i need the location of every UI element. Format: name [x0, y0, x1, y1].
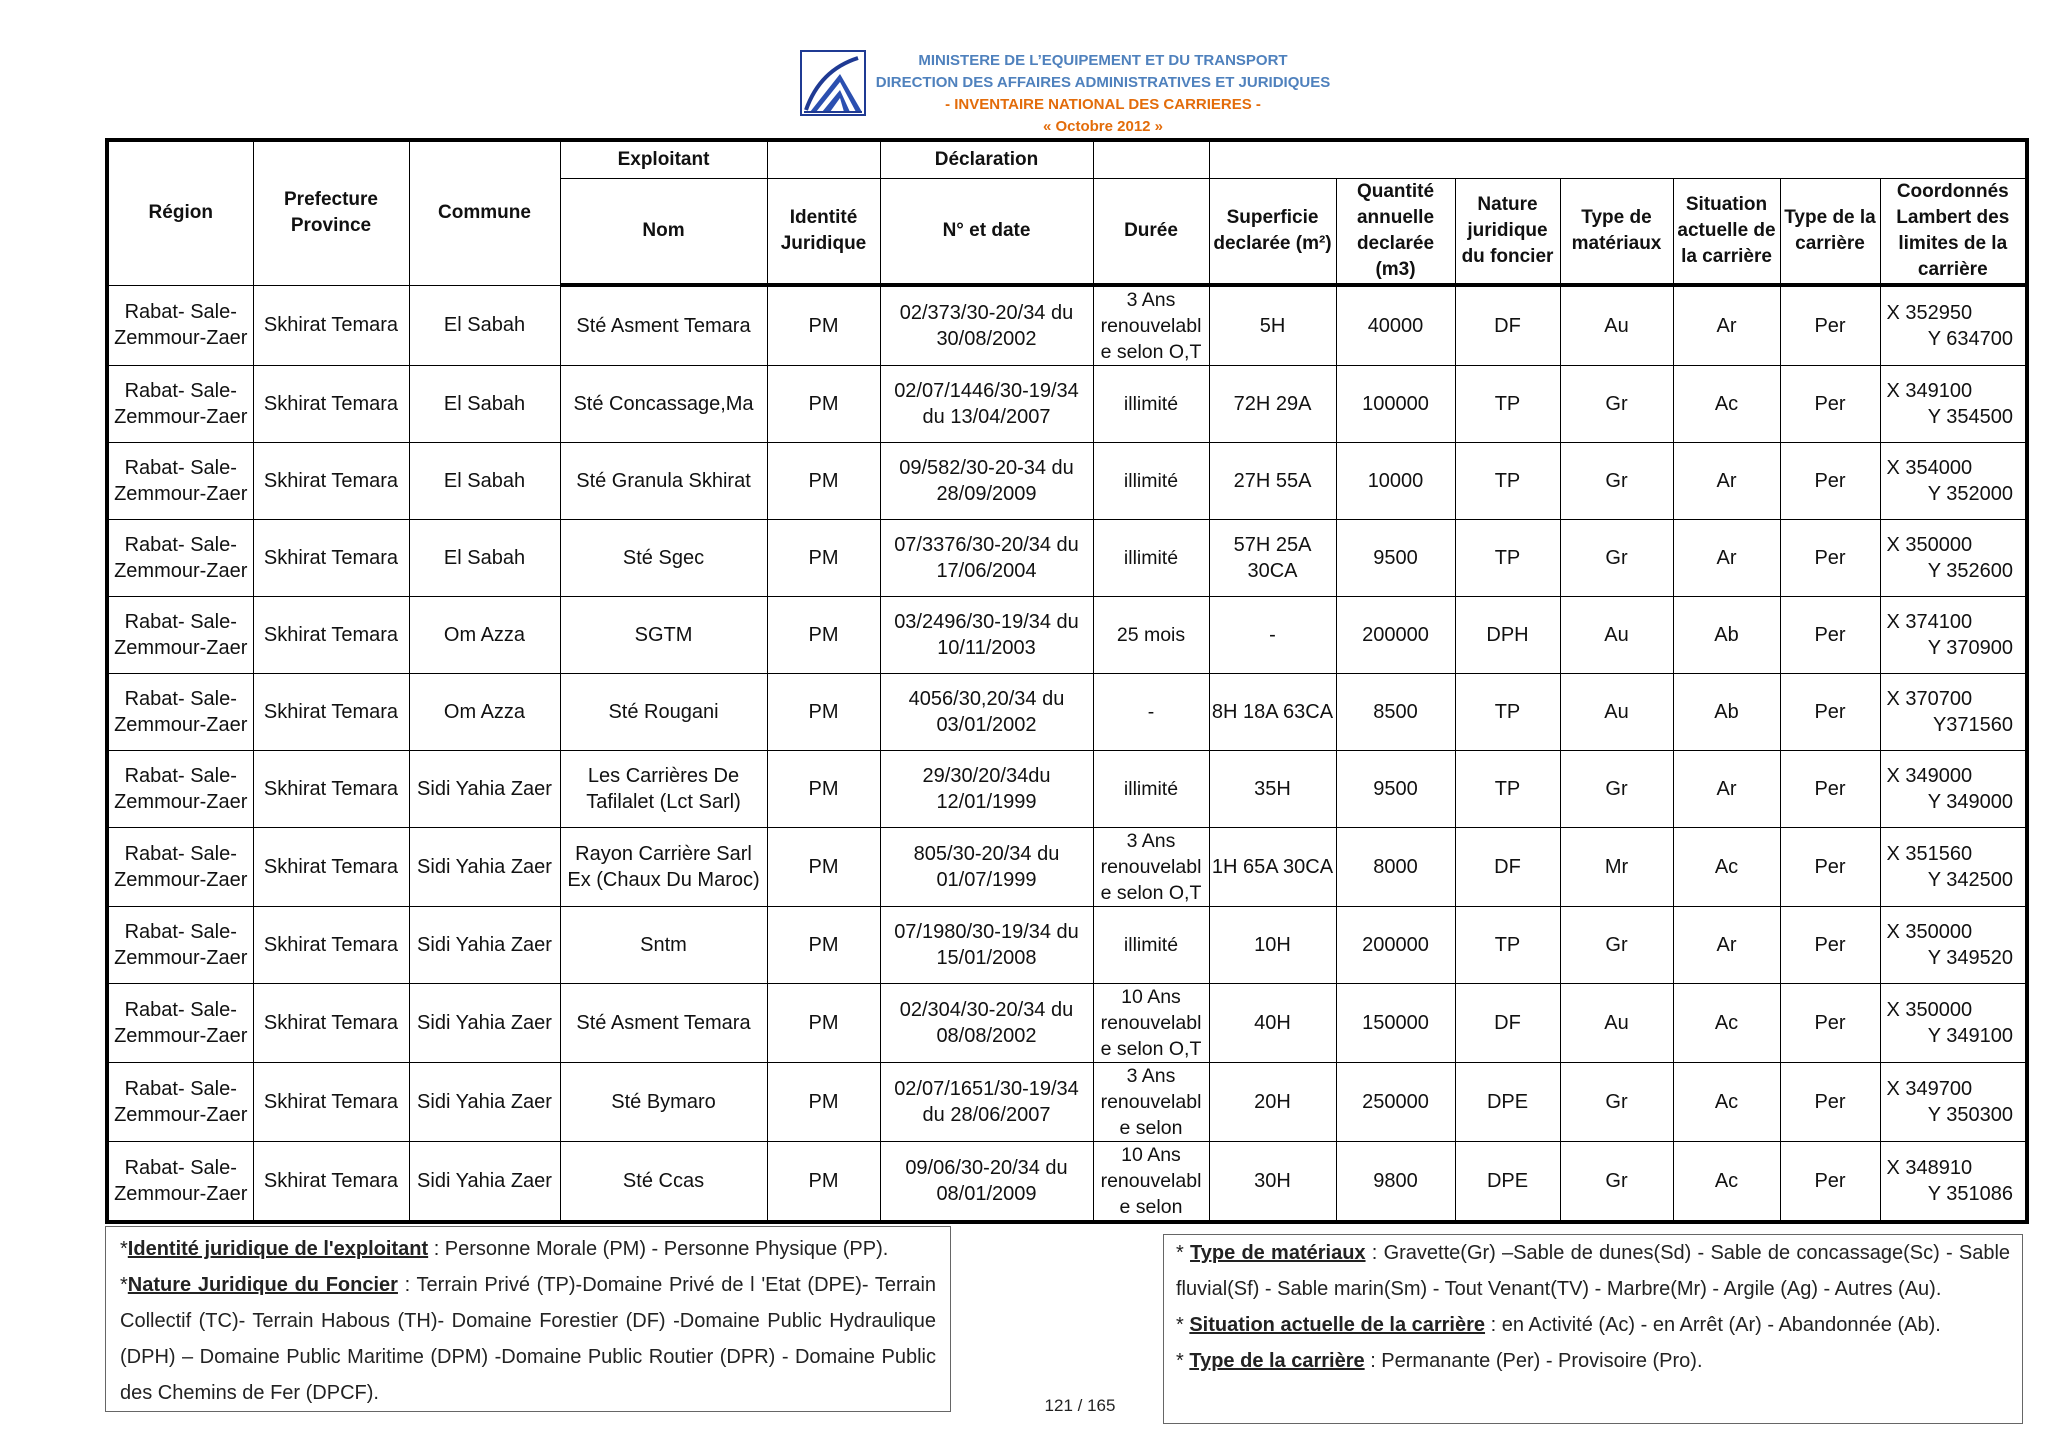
quantity-cell: 40000	[1336, 285, 1455, 366]
material-type-cell: Gr	[1560, 366, 1673, 443]
coordinates-cell	[1880, 520, 2027, 597]
situation-cell: Ar	[1673, 907, 1780, 984]
coordinate-y: Y 354500	[1927, 406, 2014, 428]
land-nature-cell: TP	[1455, 366, 1560, 443]
coordinate-y: Y 342500	[1927, 869, 2014, 891]
legend-title: Type de la carrière	[1189, 1350, 1365, 1372]
identity-cell: PM	[767, 285, 880, 366]
situation-cell: Ar	[1673, 520, 1780, 597]
column-header: Durée	[1093, 179, 1209, 286]
header-ministry: MINISTERE DE L’EQUIPEMENT ET DU TRANSPORT	[918, 52, 1288, 69]
name-cell: Sté Rougani	[560, 674, 767, 751]
coordinates-cell	[1880, 984, 2027, 1063]
column-header: Type de la carrière	[1780, 179, 1880, 286]
area-cell: 40H	[1209, 984, 1336, 1063]
coordinate-y: Y371560	[1932, 714, 2014, 736]
table-row	[107, 597, 2027, 674]
table-row	[107, 984, 2027, 1063]
coordinate-x: X 350000	[1886, 999, 1973, 1021]
declaration-number-cell: 02/07/1651/30-19/34 du 28/06/2007	[880, 1063, 1093, 1142]
identity-cell: PM	[767, 984, 880, 1063]
duration-cell: 3 Ans renouvelabl e selon O,T	[1093, 828, 1209, 907]
identity-cell: PM	[767, 597, 880, 674]
commune-cell: Sidi Yahia Zaer	[409, 984, 560, 1063]
region-cell: Rabat- Sale- Zemmour-Zaer	[107, 751, 253, 828]
table-row	[107, 1142, 2027, 1223]
material-type-cell: Au	[1560, 984, 1673, 1063]
table-row	[107, 520, 2027, 597]
identity-cell: PM	[767, 443, 880, 520]
coordinate-y: Y 352600	[1927, 560, 2014, 582]
table-row	[107, 1063, 2027, 1142]
legend-title: Identité juridique de l'exploitant	[127, 1238, 429, 1260]
quarry-type-cell: Per	[1780, 1063, 1880, 1142]
area-cell: 1H 65A 30CA	[1209, 828, 1336, 907]
coordinate-x: X 374100	[1886, 611, 1973, 633]
group-header-declaration: Déclaration	[880, 140, 1093, 179]
legend-text: : Permanante (Per) - Provisoire (Pro).	[1364, 1350, 1703, 1372]
situation-cell: Ac	[1673, 366, 1780, 443]
coordinate-x: X 351560	[1886, 843, 1973, 865]
area-cell: -	[1209, 597, 1336, 674]
table-row	[107, 828, 2027, 907]
column-header: Prefecture Province	[253, 140, 409, 285]
situation-cell: Ar	[1673, 751, 1780, 828]
legend-materiaux	[1176, 1235, 2010, 1307]
duration-cell: 10 Ans renouvelabl e selon O,T	[1093, 984, 1209, 1063]
legend-situation	[1176, 1307, 2010, 1343]
declaration-number-cell: 07/3376/30-20/34 du 17/06/2004	[880, 520, 1093, 597]
material-type-cell: Gr	[1560, 520, 1673, 597]
quantity-cell: 8500	[1336, 674, 1455, 751]
declaration-number-cell: 02/304/30-20/34 du 08/08/2002	[880, 984, 1093, 1063]
quantity-cell: 250000	[1336, 1063, 1455, 1142]
legend-type	[1176, 1343, 2010, 1379]
situation-cell: Ac	[1673, 1142, 1780, 1223]
quantity-cell: 8000	[1336, 828, 1455, 907]
commune-cell: Sidi Yahia Zaer	[409, 907, 560, 984]
legend-star: *	[1176, 1314, 1190, 1336]
column-header: Superficie declarée (m²)	[1209, 179, 1336, 286]
group-header-exploitant: Exploitant	[560, 140, 767, 179]
region-cell: Rabat- Sale- Zemmour-Zaer	[107, 443, 253, 520]
duration-cell: 3 Ans renouvelabl e selon	[1093, 1063, 1209, 1142]
legend-star: *	[1176, 1242, 1191, 1264]
legend-title: Nature Juridique du Foncier	[127, 1274, 398, 1296]
situation-cell: Ar	[1673, 443, 1780, 520]
region-cell: Rabat- Sale- Zemmour-Zaer	[107, 1063, 253, 1142]
column-header: N° et date	[880, 179, 1093, 286]
name-cell: Les Carrières De Tafilalet (Lct Sarl)	[560, 751, 767, 828]
column-header: Situation actuelle de la carrière	[1673, 179, 1780, 286]
prefecture-cell: Skhirat Temara	[253, 597, 409, 674]
duration-cell: illimité	[1093, 751, 1209, 828]
table-row	[107, 285, 2027, 366]
material-type-cell: Mr	[1560, 828, 1673, 907]
identity-cell: PM	[767, 1142, 880, 1223]
quarry-type-cell: Per	[1780, 443, 1880, 520]
column-header: Quantité annuelle declarée (m3)	[1336, 179, 1455, 286]
identity-cell: PM	[767, 1063, 880, 1142]
header-inventory-title: - INVENTAIRE NATIONAL DES CARRIERES -	[945, 96, 1261, 113]
table-row	[107, 443, 2027, 520]
coordinate-x: X 348910	[1886, 1157, 1973, 1179]
duration-cell: illimité	[1093, 520, 1209, 597]
region-cell: Rabat- Sale- Zemmour-Zaer	[107, 520, 253, 597]
name-cell: Sté Concassage,Ma	[560, 366, 767, 443]
name-cell: Sté Sgec	[560, 520, 767, 597]
duration-cell: 10 Ans renouvelabl e selon	[1093, 1142, 1209, 1223]
declaration-number-cell: 4056/30,20/34 du 03/01/2002	[880, 674, 1093, 751]
legend-star: *	[120, 1238, 128, 1260]
material-type-cell: Gr	[1560, 443, 1673, 520]
prefecture-cell: Skhirat Temara	[253, 285, 409, 366]
land-nature-cell: TP	[1455, 520, 1560, 597]
region-cell: Rabat- Sale- Zemmour-Zaer	[107, 674, 253, 751]
area-cell: 8H 18A 63CA	[1209, 674, 1336, 751]
identity-cell: PM	[767, 828, 880, 907]
land-nature-cell: TP	[1455, 674, 1560, 751]
coordinate-x: X 349100	[1886, 380, 1973, 402]
prefecture-cell: Skhirat Temara	[253, 907, 409, 984]
legend-text: : Gravette(Gr) –Sable de dunes(Sd) - Sable de concassage(Sc) - Sable fluvial(Sf) - Sable marin(Sm) - Tout Venant(TV) - Marbre(Mr) - Argile (Ag) - Autres (Au).	[1176, 1242, 2011, 1300]
coordinate-y: Y 351086	[1927, 1183, 2014, 1205]
situation-cell: Ac	[1673, 984, 1780, 1063]
column-header: Nom	[560, 179, 767, 286]
quarry-type-cell: Per	[1780, 597, 1880, 674]
quarry-type-cell: Per	[1780, 907, 1880, 984]
table-row	[107, 907, 2027, 984]
group-header-empty	[1209, 140, 2027, 179]
identity-cell: PM	[767, 520, 880, 597]
region-cell: Rabat- Sale- Zemmour-Zaer	[107, 597, 253, 674]
quarry-type-cell: Per	[1780, 984, 1880, 1063]
coordinate-y: Y 370900	[1927, 637, 2014, 659]
coordinate-x: X 370700	[1886, 688, 1973, 710]
commune-cell: El Sabah	[409, 520, 560, 597]
region-cell: Rabat- Sale- Zemmour-Zaer	[107, 907, 253, 984]
region-cell: Rabat- Sale- Zemmour-Zaer	[107, 1142, 253, 1223]
table-group-header-row	[107, 140, 2027, 179]
prefecture-cell: Skhirat Temara	[253, 1142, 409, 1223]
coordinates-cell	[1880, 1063, 2027, 1142]
land-nature-cell: DPE	[1455, 1142, 1560, 1223]
material-type-cell: Gr	[1560, 1063, 1673, 1142]
area-cell: 10H	[1209, 907, 1336, 984]
coordinates-cell	[1880, 674, 2027, 751]
declaration-number-cell: 09/06/30-20/34 du 08/01/2009	[880, 1142, 1093, 1223]
region-cell: Rabat- Sale- Zemmour-Zaer	[107, 366, 253, 443]
quarry-type-cell: Per	[1780, 366, 1880, 443]
commune-cell: Sidi Yahia Zaer	[409, 1063, 560, 1142]
commune-cell: Om Azza	[409, 597, 560, 674]
coordinate-y: Y 350300	[1927, 1104, 2014, 1126]
legend-title: Situation actuelle de la carrière	[1189, 1314, 1486, 1336]
declaration-number-cell: 09/582/30-20-34 du 28/09/2009	[880, 443, 1093, 520]
identity-cell: PM	[767, 674, 880, 751]
name-cell: SGTM	[560, 597, 767, 674]
prefecture-cell: Skhirat Temara	[253, 674, 409, 751]
coordinates-cell	[1880, 285, 2027, 366]
name-cell: Sté Bymaro	[560, 1063, 767, 1142]
area-cell: 30H	[1209, 1142, 1336, 1223]
coordinates-cell	[1880, 751, 2027, 828]
quantity-cell: 200000	[1336, 597, 1455, 674]
quantity-cell: 100000	[1336, 366, 1455, 443]
name-cell: Sntm	[560, 907, 767, 984]
area-cell: 5H	[1209, 285, 1336, 366]
name-cell: Sté Asment Temara	[560, 984, 767, 1063]
coordinates-cell	[1880, 828, 2027, 907]
coordinate-y: Y 634700	[1927, 328, 2014, 350]
situation-cell: Ab	[1673, 674, 1780, 751]
coordinate-y: Y 349100	[1927, 1025, 2014, 1047]
legend-star: *	[120, 1274, 128, 1296]
commune-cell: Sidi Yahia Zaer	[409, 828, 560, 907]
coordinates-cell	[1880, 1142, 2027, 1223]
legend-right	[1163, 1234, 2023, 1424]
coordinate-x: X 350000	[1886, 534, 1973, 556]
table-row	[107, 751, 2027, 828]
area-cell: 20H	[1209, 1063, 1336, 1142]
prefecture-cell: Skhirat Temara	[253, 828, 409, 907]
situation-cell: Ab	[1673, 597, 1780, 674]
table-row	[107, 366, 2027, 443]
area-cell: 35H	[1209, 751, 1336, 828]
prefecture-cell: Skhirat Temara	[253, 984, 409, 1063]
declaration-number-cell: 07/1980/30-19/34 du 15/01/2008	[880, 907, 1093, 984]
quantity-cell: 9500	[1336, 751, 1455, 828]
material-type-cell: Au	[1560, 597, 1673, 674]
document-header	[800, 50, 1340, 142]
coordinate-x: X 350000	[1886, 921, 1973, 943]
situation-cell: Ac	[1673, 1063, 1780, 1142]
legend-text: : Terrain Privé (TP)-Domaine Privé de l 'Etat (DPE)- Terrain Collectif (TC)- Terrain Habous (TH)- Domaine Forestier (DF) -Domaine Public Hydraulique (DPH) – Domaine Public Maritime (DPM) -Domaine Public Routier (DPR) - Domaine Public des Chemins de Fer (DPCF).	[120, 1274, 937, 1404]
material-type-cell: Gr	[1560, 751, 1673, 828]
column-header: Identité Juridique	[767, 179, 880, 286]
identity-cell: PM	[767, 907, 880, 984]
commune-cell: El Sabah	[409, 443, 560, 520]
column-header: Coordonnés Lambert des limites de la carrière	[1880, 179, 2027, 286]
coordinate-y: Y 349000	[1927, 791, 2014, 813]
legend-nature	[120, 1267, 936, 1411]
land-nature-cell: DF	[1455, 828, 1560, 907]
coordinate-x: X 349000	[1886, 765, 1973, 787]
prefecture-cell: Skhirat Temara	[253, 751, 409, 828]
duration-cell: illimité	[1093, 907, 1209, 984]
column-header: Région	[107, 140, 253, 285]
quarry-type-cell: Per	[1780, 285, 1880, 366]
material-type-cell: Au	[1560, 285, 1673, 366]
prefecture-cell: Skhirat Temara	[253, 366, 409, 443]
situation-cell: Ar	[1673, 285, 1780, 366]
region-cell: Rabat- Sale- Zemmour-Zaer	[107, 285, 253, 366]
legend-title: Type de matériaux	[1190, 1242, 1366, 1264]
header-date: « Octobre 2012 »	[1042, 118, 1164, 135]
declaration-number-cell: 02/373/30-20/34 du 30/08/2002	[880, 285, 1093, 366]
table-row	[107, 674, 2027, 751]
identity-cell: PM	[767, 751, 880, 828]
situation-cell: Ac	[1673, 828, 1780, 907]
declaration-number-cell: 03/2496/30-19/34 du 10/11/2003	[880, 597, 1093, 674]
column-header: Nature juridique du foncier	[1455, 179, 1560, 286]
quantity-cell: 200000	[1336, 907, 1455, 984]
area-cell: 72H 29A	[1209, 366, 1336, 443]
duration-cell: 25 mois	[1093, 597, 1209, 674]
legend-star: *	[1176, 1350, 1190, 1372]
land-nature-cell: TP	[1455, 751, 1560, 828]
prefecture-cell: Skhirat Temara	[253, 1063, 409, 1142]
material-type-cell: Au	[1560, 674, 1673, 751]
coordinate-x: X 352950	[1886, 302, 1973, 324]
duration-cell: illimité	[1093, 366, 1209, 443]
name-cell: Sté Granula Skhirat	[560, 443, 767, 520]
legend-identite	[120, 1231, 936, 1267]
header-direction: DIRECTION DES AFFAIRES ADMINISTRATIVES ET JURIDIQUES	[875, 74, 1331, 91]
coordinates-cell	[1880, 907, 2027, 984]
name-cell: Rayon Carrière Sarl Ex (Chaux Du Maroc)	[560, 828, 767, 907]
commune-cell: El Sabah	[409, 285, 560, 366]
declaration-number-cell: 02/07/1446/30-19/34 du 13/04/2007	[880, 366, 1093, 443]
quarry-table	[105, 138, 2029, 1224]
land-nature-cell: TP	[1455, 907, 1560, 984]
region-cell: Rabat- Sale- Zemmour-Zaer	[107, 828, 253, 907]
coordinate-x: X 349700	[1886, 1078, 1973, 1100]
coordinates-cell	[1880, 443, 2027, 520]
quantity-cell: 150000	[1336, 984, 1455, 1063]
prefecture-cell: Skhirat Temara	[253, 520, 409, 597]
prefecture-cell: Skhirat Temara	[253, 443, 409, 520]
legend-text: : en Activité (Ac) - en Arrêt (Ar) - Abandonnée (Ab).	[1485, 1314, 1941, 1336]
identity-cell: PM	[767, 366, 880, 443]
group-header-empty	[1093, 140, 1209, 179]
coordinate-y: Y 352000	[1927, 483, 2014, 505]
quarry-type-cell: Per	[1780, 751, 1880, 828]
column-header: Type de matériaux	[1560, 179, 1673, 286]
commune-cell: Om Azza	[409, 674, 560, 751]
duration-cell: illimité	[1093, 443, 1209, 520]
name-cell: Sté Asment Temara	[560, 285, 767, 366]
coordinates-cell	[1880, 366, 2027, 443]
quarry-type-cell: Per	[1780, 1142, 1880, 1223]
coordinate-x: X 354000	[1886, 457, 1973, 479]
page-number: 121 / 165	[1044, 1396, 1116, 1415]
material-type-cell: Gr	[1560, 1142, 1673, 1223]
declaration-number-cell: 805/30-20/34 du 01/07/1999	[880, 828, 1093, 907]
quarry-type-cell: Per	[1780, 828, 1880, 907]
duration-cell: -	[1093, 674, 1209, 751]
land-nature-cell: DF	[1455, 984, 1560, 1063]
coordinate-y: Y 349520	[1927, 947, 2014, 969]
declaration-number-cell: 29/30/20/34du 12/01/1999	[880, 751, 1093, 828]
duration-cell: 3 Ans renouvelabl e selon O,T	[1093, 285, 1209, 366]
legend-text: : Personne Morale (PM) - Personne Physique (PP).	[428, 1238, 889, 1260]
commune-cell: Sidi Yahia Zaer	[409, 751, 560, 828]
legend-left	[105, 1226, 951, 1412]
name-cell: Sté Ccas	[560, 1142, 767, 1223]
coordinates-cell	[1880, 597, 2027, 674]
land-nature-cell: DF	[1455, 285, 1560, 366]
material-type-cell: Gr	[1560, 907, 1673, 984]
commune-cell: Sidi Yahia Zaer	[409, 1142, 560, 1223]
land-nature-cell: DPH	[1455, 597, 1560, 674]
quantity-cell: 9800	[1336, 1142, 1455, 1223]
land-nature-cell: DPE	[1455, 1063, 1560, 1142]
land-nature-cell: TP	[1455, 443, 1560, 520]
group-header-empty	[767, 140, 880, 179]
quarry-type-cell: Per	[1780, 674, 1880, 751]
quantity-cell: 10000	[1336, 443, 1455, 520]
commune-cell: El Sabah	[409, 366, 560, 443]
quantity-cell: 9500	[1336, 520, 1455, 597]
ministry-logo-icon	[800, 50, 866, 116]
area-cell: 57H 25A 30CA	[1209, 520, 1336, 597]
region-cell: Rabat- Sale- Zemmour-Zaer	[107, 984, 253, 1063]
quarry-type-cell: Per	[1780, 520, 1880, 597]
column-header: Commune	[409, 140, 560, 285]
area-cell: 27H 55A	[1209, 443, 1336, 520]
